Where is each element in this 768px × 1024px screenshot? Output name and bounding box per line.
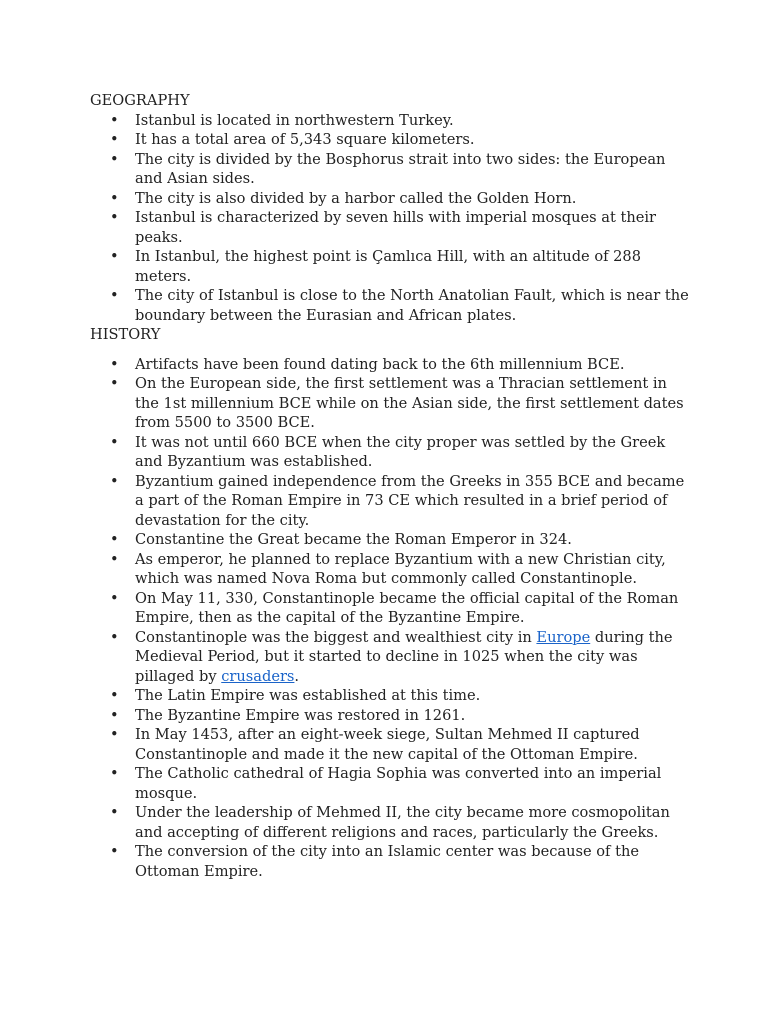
list-item-text: On the European side, the first settlement was a Thracian settlement in the 1st millennium BCE while on the Asian side, the first settlement dates from 5500 to 3500 BCE. <box>135 375 684 431</box>
heading-geography: GEOGRAPHY <box>90 92 190 109</box>
list-item-text: On May 11, 330, Constantinople became the official capital of the Roman Empire, then as the capital of the Byzantine Empire. <box>135 589 679 626</box>
list-item <box>90 189 690 209</box>
list-item <box>90 628 690 687</box>
bullet-icon: • <box>110 550 119 568</box>
list-item <box>90 686 690 706</box>
list-item-text: The city is divided by the Bosphorus strait into two sides: the European and Asian sides. <box>135 150 666 187</box>
bullet-icon: • <box>110 248 119 265</box>
bullet-icon: • <box>110 375 119 392</box>
list-item-text: Constantine the Great became the Roman Emperor in 324. <box>135 531 572 548</box>
list-item <box>90 286 690 325</box>
list-item-text: . <box>294 667 300 685</box>
list-item-text: The Byzantine Empire was restored in 1261. <box>135 706 466 724</box>
list-item-text: In May 1453, after an eight-week siege, Sultan Mehmed II captured Constantinople and made it the new capital of the Ottoman Empire. <box>135 726 640 763</box>
list-item-text: The conversion of the city into an Islamic center was because of the Ottoman Empire. <box>135 843 639 880</box>
list-item-text: The city of Istanbul is close to the North Anatolian Fault, which is near the boundary between the Eurasian and African plates. <box>135 287 689 324</box>
list-item-text: Artifacts have been found dating back to the 6th millennium BCE. <box>135 355 625 373</box>
list-item <box>90 530 690 550</box>
list-item <box>90 111 690 131</box>
bullet-icon: • <box>110 589 119 607</box>
list-item-text: Istanbul is located in northwestern Turkey. <box>135 111 454 129</box>
bullet-icon: • <box>110 111 119 129</box>
list-item-text: Byzantium gained independence from the Greeks in 355 BCE and became a part of the Roman Empire in 73 CE which resulted in a brief period of devastation for the city. <box>135 472 685 529</box>
list-item-text: The Catholic cathedral of Hagia Sophia was converted into an imperial mosque. <box>135 765 662 802</box>
list-item <box>90 355 690 375</box>
list-item <box>90 706 690 726</box>
bullet-icon: • <box>110 209 119 226</box>
list-item-text: Under the leadership of Mehmed II, the city became more cosmopolitan and accepting of different religions and races, particularly the Greeks. <box>135 804 670 841</box>
list-item-text: The city is also divided by a harbor called the Golden Horn. <box>135 189 577 207</box>
bullet-icon: • <box>110 189 119 207</box>
bullet-icon: • <box>110 472 119 490</box>
bullet-icon: • <box>110 843 119 860</box>
list-item-text: Istanbul is characterized by seven hills with imperial mosques at their peaks. <box>135 209 656 246</box>
list-item-text: It has a total area of 5,343 square kilometers. <box>135 131 475 148</box>
bullet-icon: • <box>110 765 119 782</box>
list-item <box>90 725 690 764</box>
bullet-icon: • <box>110 687 119 704</box>
geography-list <box>90 111 690 326</box>
bullet-icon: • <box>110 131 119 148</box>
list-item <box>90 208 690 247</box>
list-item-text: The Latin Empire was established at this time. <box>135 687 481 704</box>
list-item <box>90 803 690 842</box>
list-item <box>90 150 690 189</box>
bullet-icon: • <box>110 706 119 724</box>
bullet-icon: • <box>110 433 119 451</box>
list-item <box>90 764 690 803</box>
bullet-icon: • <box>110 355 119 373</box>
bullet-icon: • <box>110 804 119 821</box>
document-body <box>90 91 690 881</box>
bullet-icon: • <box>110 726 119 743</box>
list-item-text: Constantinople was the biggest and wealthiest city in <box>135 628 537 646</box>
heading-history: HISTORY <box>90 326 161 343</box>
history-list <box>90 355 690 882</box>
list-item-text: As emperor, he planned to replace Byzantium with a new Christian city, which was named Nova Roma but commonly called Constantinople. <box>135 550 666 587</box>
list-item <box>90 374 690 433</box>
list-item <box>90 550 690 589</box>
list-item <box>90 472 690 531</box>
bullet-icon: • <box>110 628 119 646</box>
list-item-text: It was not until 660 BCE when the city proper was settled by the Greek and Byzantium was established. <box>135 433 666 470</box>
list-item <box>90 130 690 150</box>
bullet-icon: • <box>110 150 119 168</box>
list-item <box>90 433 690 472</box>
bullet-icon: • <box>110 287 119 304</box>
list-item-text: during the Medieval Period, but it started to decline in 1025 when the city was pillaged by <box>135 628 673 685</box>
list-item <box>90 842 690 881</box>
link-europe[interactable]: Europe <box>536 628 591 646</box>
link-crusaders[interactable]: crusaders <box>221 667 295 685</box>
list-item <box>90 247 690 286</box>
list-item <box>90 589 690 628</box>
list-item-text: In Istanbul, the highest point is Çamlıca Hill, with an altitude of 288 meters. <box>135 248 641 285</box>
bullet-icon: • <box>110 531 119 548</box>
